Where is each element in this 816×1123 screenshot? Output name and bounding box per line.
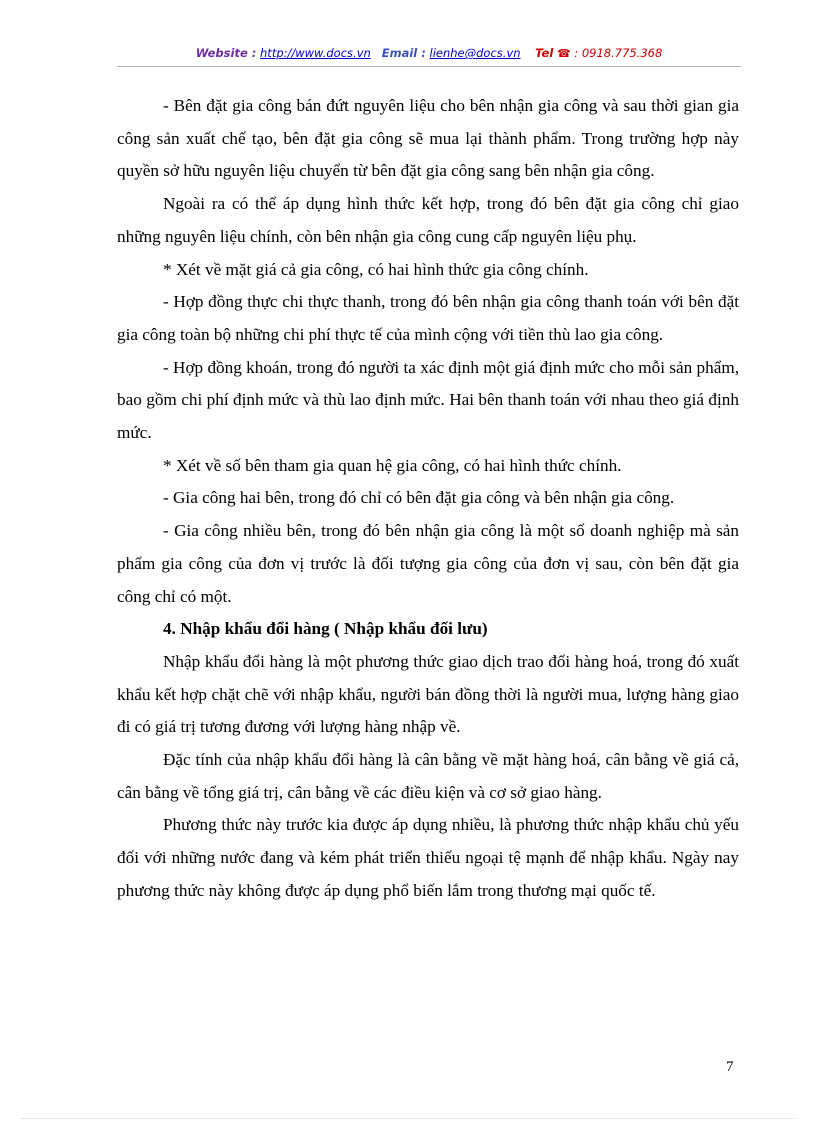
paragraph: - Gia công hai bên, trong đó chỉ có bên đặt gia công và bên nhận gia công.	[163, 488, 675, 508]
page-header	[117, 46, 741, 68]
paragraph: - Bên đặt gia công bán đứt nguyên liệu cho bên nhận gia công và sau thời gian gia công sản xuất chế tạo, bên đặt gia công sẽ mua lại thành phẩm. Trong trường hợp này quyền sở hữu nguyên liệu chuyển từ bên đặt gia công sang bên nhận gia công.	[117, 96, 739, 181]
website-label: Website :	[195, 46, 257, 60]
paragraph: - Gia công nhiều bên, trong đó bên nhận gia công là một số doanh nghiệp mà sản phẩm gia công của đơn vị trước là đối tượng gia công của đơn vị sau, còn bên đặt gia công chỉ có một.	[117, 521, 739, 606]
paragraph: Phương thức này trước kia được áp dụng nhiều, là phương thức nhập khẩu chủ yếu đối với những nước đang và kém phát triển thiếu ngoại tệ mạnh để nhập khẩu. Ngày nay phương thức này không được áp dụng phổ biến lắm trong thương mại quốc tế.	[117, 815, 739, 900]
paragraph: Ngoài ra có thể áp dụng hình thức kết hợp, trong đó bên đặt gia công chỉ giao những nguyên liệu chính, còn bên nhận gia công cung cấp nguyên liệu phụ.	[117, 194, 739, 246]
paragraph: Đặc tính của nhập khẩu đổi hàng là cân bằng về mặt hàng hoá, cân bằng về giá cả, cân bằng về tổng giá trị, cân bằng về các điều kiện và cơ sở giao hàng.	[117, 750, 739, 802]
email-link[interactable]: lienhe@docs.vn	[429, 46, 521, 60]
paragraph: * Xét về số bên tham gia quan hệ gia công, có hai hình thức chính.	[163, 455, 622, 475]
paragraph: - Hợp đồng thực chi thực thanh, trong đó bên nhận gia công thanh toán với bên đặt gia công toàn bộ những chi phí thực tế của mình cộng với tiền thù lao gia công.	[117, 292, 739, 344]
phone-icon: ☎	[556, 47, 571, 60]
header-divider	[117, 66, 741, 67]
page-number: 7	[726, 1059, 734, 1075]
paragraph: Nhập khẩu đổi hàng là một phương thức giao dịch trao đổi hàng hoá, trong đó xuất khẩu kết hợp chặt chẽ với nhập khẩu, người bán đồng thời là người mua, lượng hàng giao đi có giá trị tương đương với lượng hàng nhập về.	[117, 651, 739, 737]
paragraph: - Hợp đồng khoán, trong đó người ta xác định một giá định mức cho mỗi sản phẩm, bao gồm chi phí định mức và thù lao định mức. Hai bên thanh toán với nhau theo giá định mức.	[117, 357, 739, 443]
website-link[interactable]: http://www.docs.vn	[260, 46, 371, 60]
tel-value: : 0918.775.368	[574, 46, 663, 60]
paragraph: * Xét về mặt giá cả gia công, có hai hình thức gia công chính.	[163, 259, 589, 279]
document-body	[117, 90, 739, 908]
page-bottom-border	[20, 1118, 796, 1119]
email-label: Email :	[381, 46, 426, 60]
section-heading: 4. Nhập khẩu đổi hàng ( Nhập khẩu đối lưu)	[163, 619, 488, 639]
tel-label: Tel	[535, 46, 554, 60]
